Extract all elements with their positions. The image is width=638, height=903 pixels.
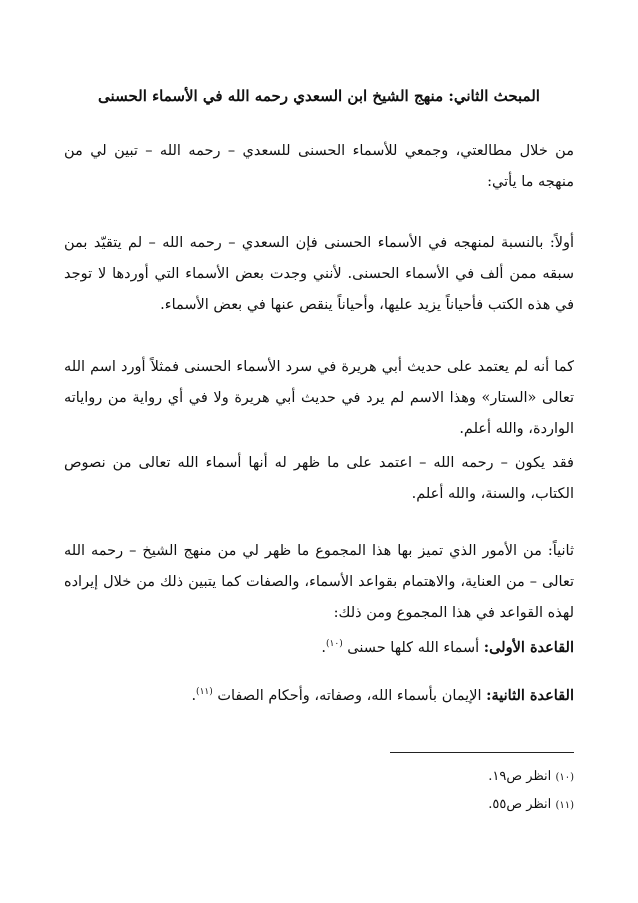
rule-two-text: الإيمان بأسماء الله، وصفاته، وأحكام الصفات <box>212 688 487 704</box>
footnote-10-text: انظر ص١٩. <box>488 769 556 784</box>
paragraph-hadith-note: كما أنه لم يعتمد على حديث أبي هريرة في سرد الأسماء الحسنى فمثلاً أورد اسم الله تعالى «الستار» وهذا الاسم لم يرد في حديث أبي هريرة ولا في أي رواية من رواياته الواردة، والله أعلم. <box>64 359 574 437</box>
rule-one-label: القاعدة الأولى: <box>483 639 574 656</box>
section-title: المبحث الثاني: منهج الشيخ ابن السعدي رحمه الله في الأسماء الحسنى <box>98 87 540 105</box>
rule-one-end: . <box>321 640 326 656</box>
paragraph-sources-note: فقد يكون – رحمه الله – اعتمد على ما ظهر له أنها أسماء الله تعالى من نصوص الكتاب، والسنة، والله أعلم. <box>64 455 574 502</box>
footnote-11-text: انظر ص٥٥. <box>488 797 556 812</box>
rule-one-text: أسماء الله كلها حسنى <box>342 640 484 656</box>
footnote-10 <box>64 766 574 789</box>
paragraph-first-point: أولاً: بالنسبة لمنهجه في الأسماء الحسنى فإن السعدي – رحمه الله – لم يتقيّد بمن سبقه ممن ألف في الأسماء الحسنى. لأنني وجدت بعض الأسماء التي أوردها لا توجد في هذه الكتب فأحياناً يزيد عليها، وأحياناً ينقص عنها في بعض الأسماء. <box>64 235 574 313</box>
rule-one-footnote-ref[interactable]: (١٠) <box>326 639 343 650</box>
paragraph-second-point: ثانياً: من الأمور الذي تميز بها هذا المجموع ما ظهر لي من منهج الشيخ – رحمه الله تعالى – من العناية، والاهتمام بقواعد الأسماء، والصفات كما يتبين ذلك من خلال إيراده لهذه القواعد في هذا المجموع ومن ذلك: <box>64 543 574 621</box>
footnote-10-number: (١٠) <box>555 772 574 783</box>
footnote-separator <box>390 752 574 753</box>
rule-two-footnote-ref[interactable]: (١١) <box>196 687 213 698</box>
rule-two-end: . <box>191 688 197 704</box>
rule-one <box>64 632 574 664</box>
footnote-11-number: (١١) <box>555 800 574 811</box>
rule-two-label: القاعدة الثانية: <box>486 687 574 704</box>
paragraph-intro: من خلال مطالعتي، وجمعي للأسماء الحسنى للسعدي – رحمه الله – تبين لي من منهجه ما يأتي: <box>64 143 574 190</box>
footnote-11 <box>64 794 574 817</box>
rule-two <box>64 680 574 712</box>
